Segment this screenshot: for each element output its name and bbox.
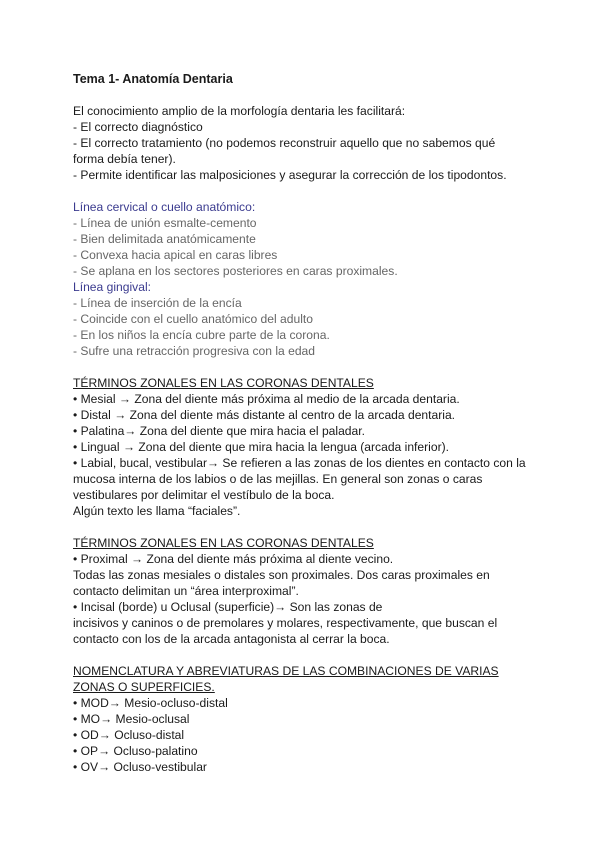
intro-block [73, 103, 543, 183]
section-line: • Palatina→ Zona del diente que mira hacia el paladar. [73, 424, 365, 438]
section-nomenclature [73, 663, 543, 775]
section-line: contacto delimitan un “área interproximal”. [73, 584, 299, 598]
section-heading: TÉRMINOS ZONALES EN LAS CORONAS DENTALES [73, 536, 374, 550]
cervical-item: - Bien delimitada anatómicamente [73, 232, 256, 246]
section-zonal-terms-2 [73, 535, 543, 647]
section-line: • Labial, bucal, vestibular→ Se refieren a las zonas de los dientes en contacto con la [73, 456, 526, 470]
section-line: • Incisal (borde) u Oclusal (superficie)→ Son las zonas de [73, 600, 383, 614]
abbreviation-item: • MO→ Mesio-oclusal [73, 712, 190, 726]
gingival-heading: Línea gingival: [73, 280, 151, 294]
gingival-item: - Coincide con el cuello anatómico del adulto [73, 312, 314, 326]
intro-line: - El correcto diagnóstico [73, 120, 203, 134]
section-line: Todas las zonas mesiales o distales son proximales. Dos caras proximales en [73, 568, 490, 582]
page-title: Tema 1- Anatomía Dentaria [73, 72, 233, 86]
cervical-item: - Convexa hacia apical en caras libres [73, 248, 278, 262]
section-heading: TÉRMINOS ZONALES EN LAS CORONAS DENTALES [73, 376, 374, 390]
abbreviation-item: • OP→ Ocluso-palatino [73, 744, 198, 758]
intro-line: El conocimiento amplio de la morfología dentaria les facilitará: [73, 104, 406, 118]
section-heading: NOMENCLATURA Y ABREVIATURAS DE LAS COMBINACIONES DE VARIAS [73, 664, 499, 678]
intro-line: - El correcto tratamiento (no podemos reconstruir aquello que no sabemos qué [73, 136, 496, 150]
cervical-heading: Línea cervical o cuello anatómico: [73, 200, 256, 214]
section-zonal-terms-1 [73, 375, 543, 519]
abbreviation-item: • OD→ Ocluso-distal [73, 728, 185, 742]
section-line: • Proximal → Zona del diente más próxima al diente vecino. [73, 552, 394, 566]
cervical-item: - Línea de unión esmalte-cemento [73, 216, 257, 230]
cervical-item: - Se aplana en los sectores posteriores en caras proximales. [73, 264, 398, 278]
section-line: incisivos y caninos o de premolares y molares, respectivamente, que buscan el [73, 616, 498, 630]
section-line: vestibulares por delimitar el vestíbulo de la boca. [73, 488, 335, 502]
section-line: Algún texto les llama “faciales”. [73, 504, 241, 518]
cervical-block [73, 199, 543, 279]
intro-line: forma debía tener). [73, 152, 176, 166]
section-line: mucosa interna de los labios o de las mejillas. En general son zonas o caras [73, 472, 483, 486]
gingival-item: - Sufre una retracción progresiva con la edad [73, 344, 316, 358]
gingival-block [73, 279, 543, 359]
document-content [73, 71, 543, 775]
section-line: • Distal → Zona del diente más distante al centro de la arcada dentaria. [73, 408, 456, 422]
section-line: • Mesial → Zona del diente más próxima al medio de la arcada dentaria. [73, 392, 460, 406]
section-heading: ZONAS O SUPERFICIES. [73, 680, 215, 694]
gingival-item: - Línea de inserción de la encía [73, 296, 242, 310]
abbreviation-item: • MOD→ Mesio-ocluso-distal [73, 696, 228, 710]
abbreviation-item: • OV→ Ocluso-vestibular [73, 760, 207, 774]
section-line: • Lingual → Zona del diente que mira hacia la lengua (arcada inferior). [73, 440, 449, 454]
section-line: contacto con los de la arcada antagonista al cerrar la boca. [73, 632, 390, 646]
intro-line: - Permite identificar las malposiciones y asegurar la corrección de los tipodontos. [73, 168, 507, 182]
gingival-item: - En los niños la encía cubre parte de la corona. [73, 328, 330, 342]
